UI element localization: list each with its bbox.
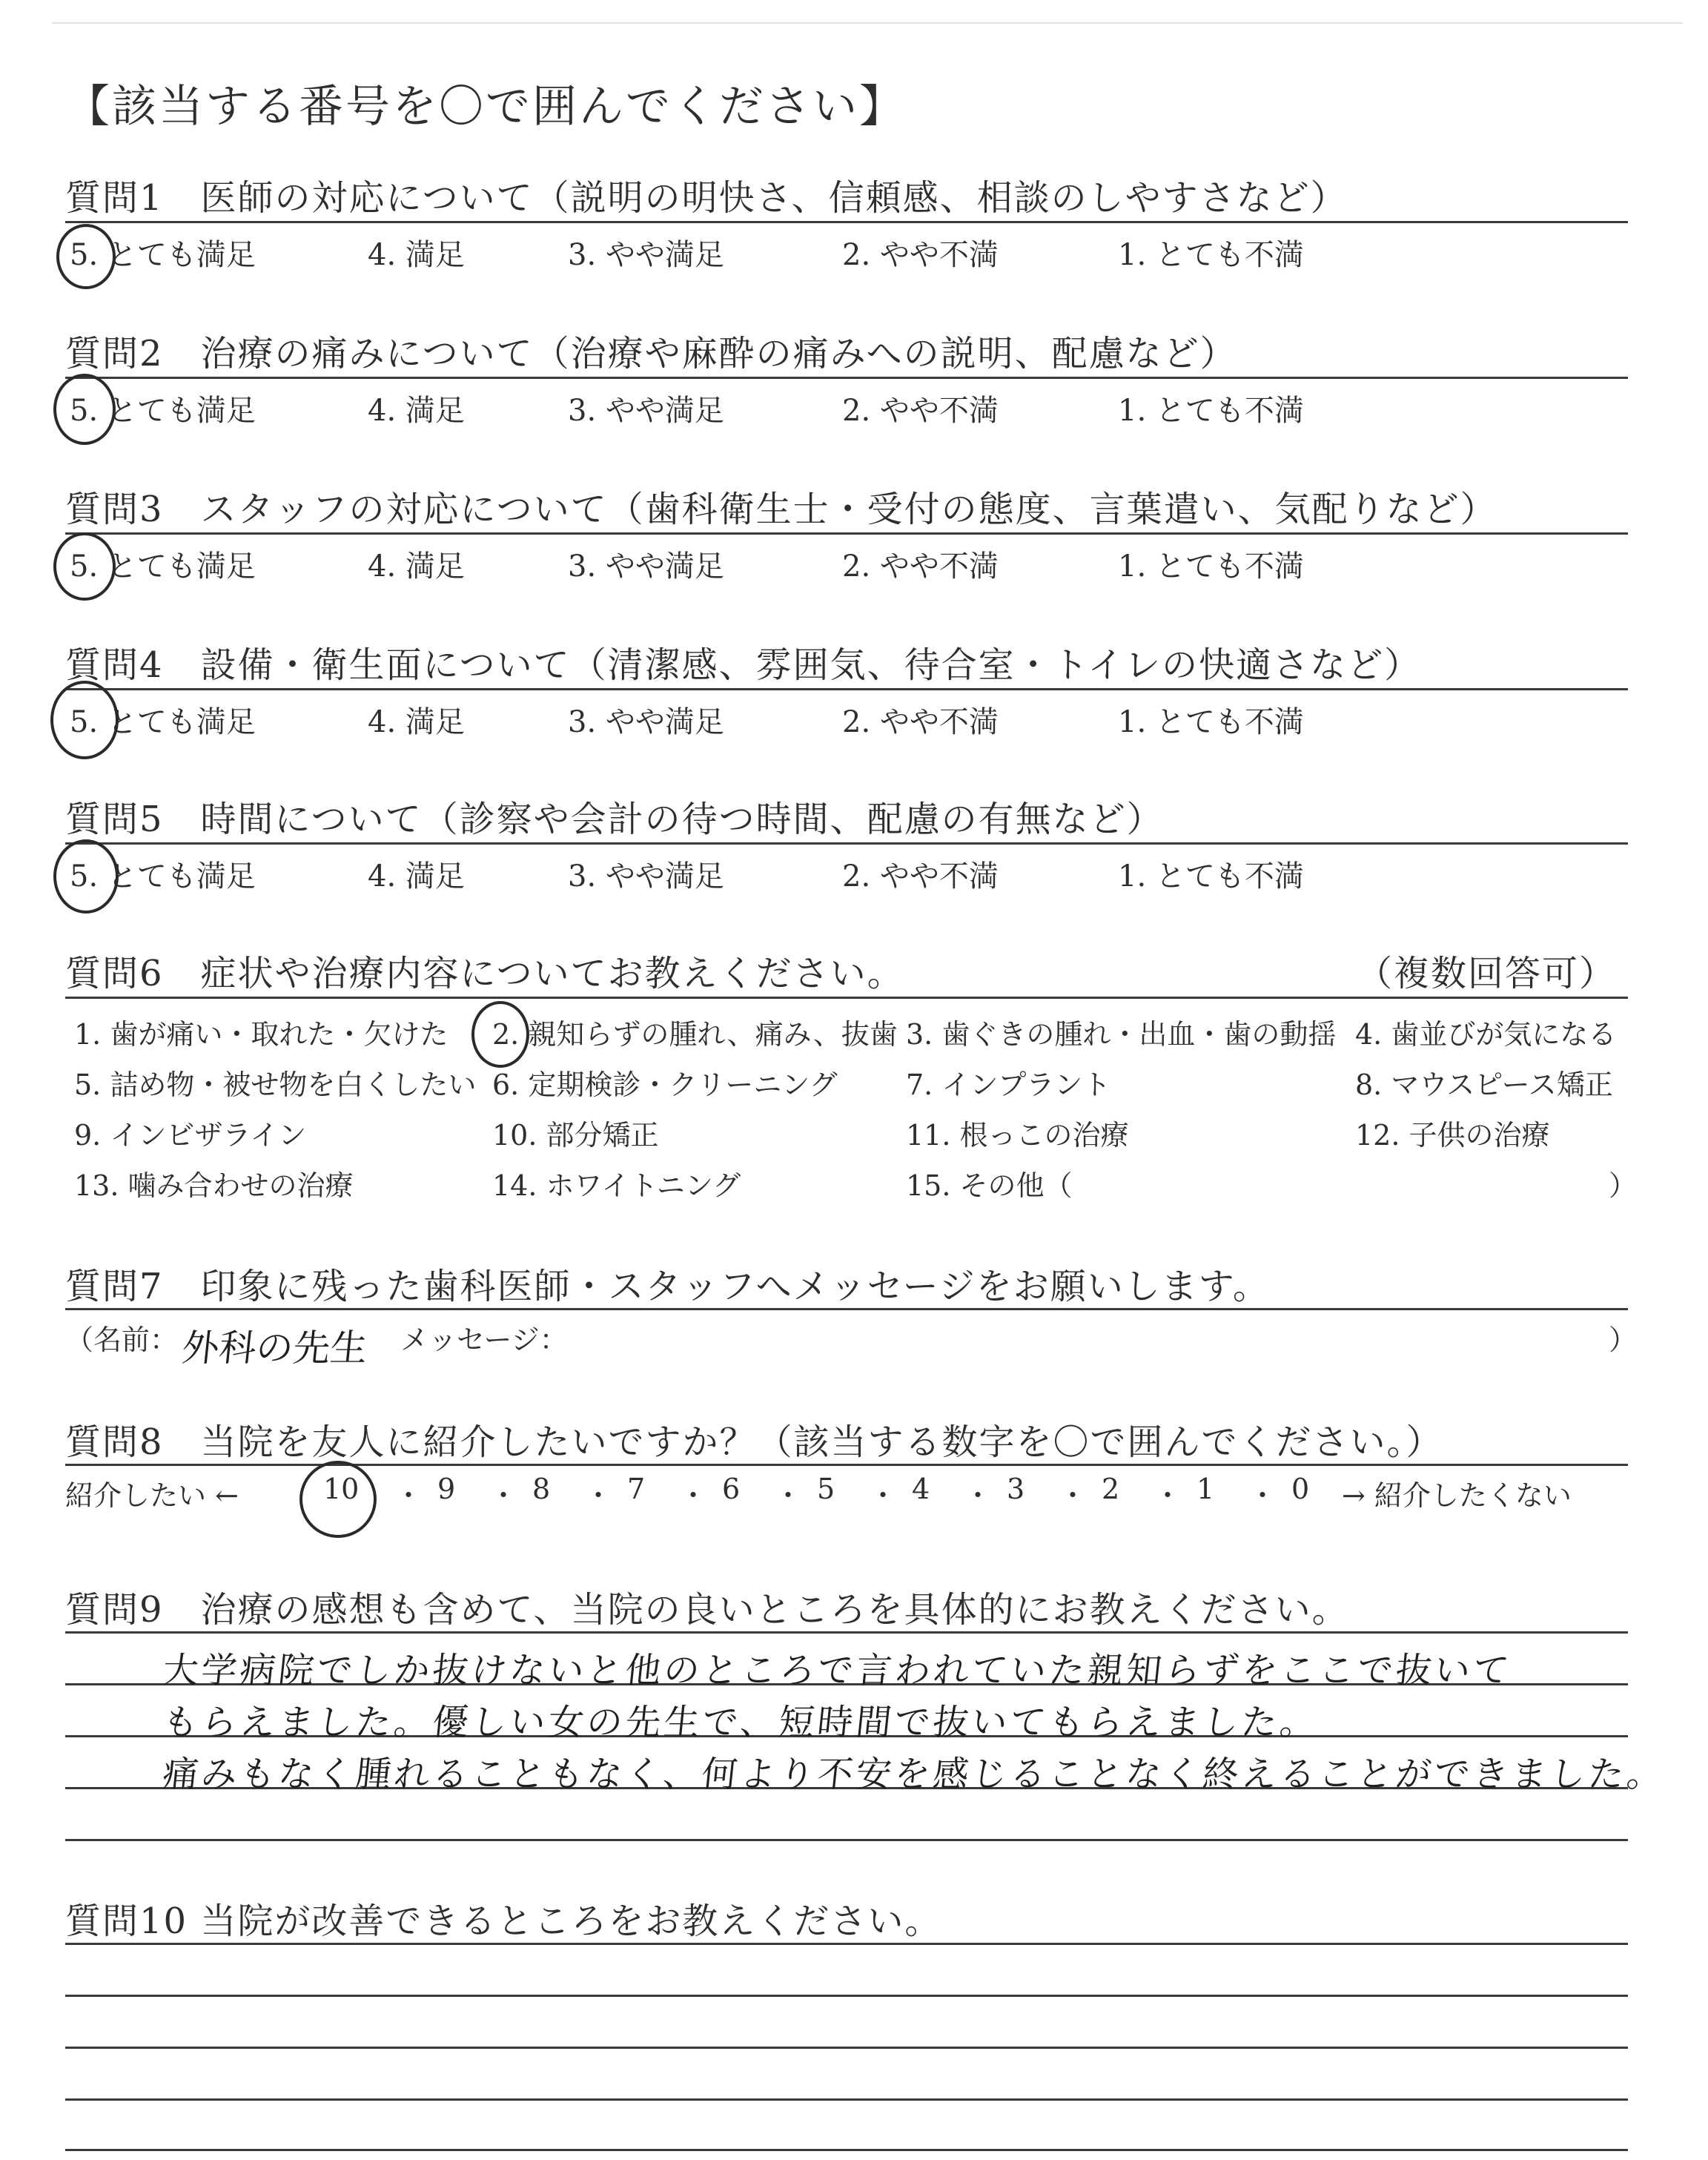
q2-option-1[interactable]: 1. とても不満 (1118, 394, 1304, 428)
q9-answer-line-3[interactable]: 痛みもなく腫れることもなく、何より不安を感じることなく終えることができました。 (160, 1754, 1668, 1795)
q8-scale-1[interactable]: 1 (1196, 1473, 1215, 1505)
q8-scale-dot: ・ (964, 1479, 993, 1512)
q8-scale-dot: ・ (394, 1479, 423, 1512)
q9-line-1 (65, 1631, 1628, 1634)
q4-option-5[interactable]: 5. とても満足 (70, 705, 256, 739)
rule-q5 (65, 842, 1628, 845)
q8-scale-dot: ・ (584, 1479, 613, 1512)
q8-scale-3[interactable]: 3 (1007, 1473, 1025, 1505)
q1-option-2[interactable]: 2. やや不満 (842, 238, 999, 272)
q6-option-10[interactable]: 10. 部分矯正 (492, 1119, 659, 1152)
q6-option-12[interactable]: 12. 子供の治療 (1355, 1119, 1550, 1152)
rule-q2 (65, 377, 1628, 379)
question-4: 質問4 設備・衛生面について（清潔感、雰囲気、待合室・トイレの快適さなど） (65, 644, 1422, 686)
q8-scale-10[interactable]: 10 (323, 1473, 360, 1505)
q1-option-5[interactable]: 5. とても満足 (70, 238, 256, 272)
q8-scale-dot: ・ (869, 1479, 898, 1512)
top-border-line (52, 22, 1683, 24)
rule-q3 (65, 532, 1628, 535)
q8-scale-dot: ・ (679, 1479, 708, 1512)
question-7: 質問7 印象に残った歯科医師・スタッフへメッセージをお願いします。 (65, 1266, 1270, 1307)
q8-scale-2[interactable]: 2 (1102, 1473, 1120, 1505)
q8-scale-5[interactable]: 5 (817, 1473, 835, 1505)
q8-scale-dot: ・ (1248, 1479, 1277, 1512)
q6-selection-circle (471, 1001, 529, 1068)
q6-option-2[interactable]: 2. 親知らずの腫れ、痛み、抜歯 (492, 1018, 898, 1051)
q8-selection-circle (299, 1461, 377, 1538)
q6-option-3[interactable]: 3. 歯ぐきの腫れ・出血・歯の動揺 (906, 1018, 1337, 1051)
q7-name-label: （名前： (65, 1324, 179, 1356)
q8-scale-dot: ・ (1059, 1479, 1088, 1512)
q1-selection-circle (56, 224, 116, 289)
q2-selection-circle (53, 374, 116, 445)
q9-answer-line-2[interactable]: もらえました。優しい女の先生で、短時間で抜いてもらえました。 (160, 1702, 1321, 1743)
q10-line-2 (65, 1995, 1628, 1997)
q5-option-3[interactable]: 3. やや満足 (568, 859, 724, 894)
q10-line-1 (65, 1943, 1628, 1945)
q1-option-4[interactable]: 4. 満足 (368, 238, 465, 272)
q10-line-5 (65, 2149, 1628, 2151)
q7-close-paren: ） (1609, 1324, 1638, 1356)
rule-q7 (65, 1308, 1628, 1310)
q8-scale-8[interactable]: 8 (532, 1473, 551, 1505)
q4-option-1[interactable]: 1. とても不満 (1118, 705, 1304, 739)
q8-scale-4[interactable]: 4 (912, 1473, 930, 1505)
rule-q8 (65, 1464, 1628, 1466)
question-3: 質問3 スタッフの対応について（歯科衛生士・受付の態度、言葉遣い、気配りなど） (65, 489, 1497, 530)
q3-option-5[interactable]: 5. とても満足 (70, 549, 256, 584)
q6-option-5[interactable]: 5. 詰め物・被せ物を白くしたい (74, 1069, 477, 1101)
q4-option-4[interactable]: 4. 満足 (368, 705, 465, 739)
q8-scale-0[interactable]: 0 (1291, 1473, 1310, 1505)
q6-option-7[interactable]: 7. インプラント (906, 1069, 1111, 1101)
q9-answer-line-1[interactable]: 大学病院でしか抜けないと他のところで言われていた親知らずをここで抜いて (160, 1650, 1515, 1691)
q6-option-6[interactable]: 6. 定期検診・クリーニング (492, 1069, 838, 1101)
q5-option-5[interactable]: 5. とても満足 (70, 859, 256, 894)
question-2: 質問2 治療の痛みについて（治療や麻酔の痛みへの説明、配慮など） (65, 333, 1237, 374)
q5-option-1[interactable]: 1. とても不満 (1118, 859, 1304, 894)
q3-option-3[interactable]: 3. やや満足 (568, 549, 724, 584)
q8-scale-dot: ・ (489, 1479, 518, 1512)
q10-line-4 (65, 2098, 1628, 2101)
q3-option-2[interactable]: 2. やや不満 (842, 549, 999, 584)
q8-scale-dot: ・ (1153, 1479, 1182, 1512)
q4-option-3[interactable]: 3. やや満足 (568, 705, 724, 739)
q4-selection-circle (50, 681, 119, 759)
q8-scale-dot: ・ (774, 1479, 803, 1512)
q1-option-1[interactable]: 1. とても不満 (1118, 238, 1304, 272)
q3-option-4[interactable]: 4. 満足 (368, 549, 465, 584)
q8-left-label: 紹介したい ← (65, 1479, 239, 1512)
rule-q4 (65, 688, 1628, 690)
q6-option-13[interactable]: 13. 噛み合わせの治療 (74, 1169, 354, 1202)
q6-option-8[interactable]: 8. マウスピース矯正 (1355, 1069, 1613, 1101)
q6-option-15[interactable]: 15. その他（ (906, 1169, 1073, 1202)
q2-option-5[interactable]: 5. とても満足 (70, 394, 256, 428)
q1-option-3[interactable]: 3. やや満足 (568, 238, 724, 272)
q8-right-label: → 紹介したくない (1342, 1479, 1572, 1512)
page-title: 【該当する番号を〇で囲んでください】 (65, 81, 906, 133)
q6-option-9[interactable]: 9. インビザライン (74, 1119, 307, 1152)
q6-option-1[interactable]: 1. 歯が痛い・取れた・欠けた (74, 1018, 448, 1051)
q8-scale-9[interactable]: 9 (437, 1473, 456, 1505)
q3-selection-circle (53, 532, 116, 601)
q7-message-label: メッセージ： (400, 1324, 568, 1356)
q6-option-14[interactable]: 14. ホワイトニング (492, 1169, 741, 1202)
question-6: 質問6 症状や治療内容についてお教えください。 (65, 953, 904, 994)
rule-q1 (65, 221, 1628, 223)
q5-option-4[interactable]: 4. 満足 (368, 859, 465, 894)
q9-line-5 (65, 1839, 1628, 1841)
q10-line-3 (65, 2047, 1628, 2049)
q2-option-3[interactable]: 3. やや満足 (568, 394, 724, 428)
question-10: 質問10 当院が改善できるところをお教えください。 (65, 1900, 942, 1942)
question-9: 質問9 治療の感想も含めて、当院の良いところを具体的にお教えください。 (65, 1589, 1349, 1631)
q6-option-4[interactable]: 4. 歯並びが気になる (1355, 1018, 1617, 1051)
q5-selection-circle (53, 839, 119, 914)
rule-q6 (65, 997, 1628, 999)
q8-scale-7[interactable]: 7 (627, 1473, 646, 1505)
q5-option-2[interactable]: 2. やや不満 (842, 859, 999, 894)
question-6-note: （複数回答可） (1357, 953, 1617, 994)
q8-scale-6[interactable]: 6 (722, 1473, 741, 1505)
q6-option-15-close: ） (1609, 1169, 1638, 1202)
q6-option-11[interactable]: 11. 根っこの治療 (906, 1119, 1129, 1152)
q3-option-1[interactable]: 1. とても不満 (1118, 549, 1304, 584)
q7-name-handwritten[interactable]: 外科の先生 (179, 1327, 370, 1370)
question-5: 質問5 時間について（診察や会計の待つ時間、配慮の有無など） (65, 799, 1164, 840)
question-8: 質問8 当院を友人に紹介したいですか？（該当する数字を〇で囲んでください。） (65, 1421, 1443, 1463)
q2-option-2[interactable]: 2. やや不満 (842, 394, 999, 428)
q2-option-4[interactable]: 4. 満足 (368, 394, 465, 428)
q4-option-2[interactable]: 2. やや不満 (842, 705, 999, 739)
question-1: 質問1 医師の対応について（説明の明快さ、信頼感、相談のしやすさなど） (65, 177, 1348, 219)
